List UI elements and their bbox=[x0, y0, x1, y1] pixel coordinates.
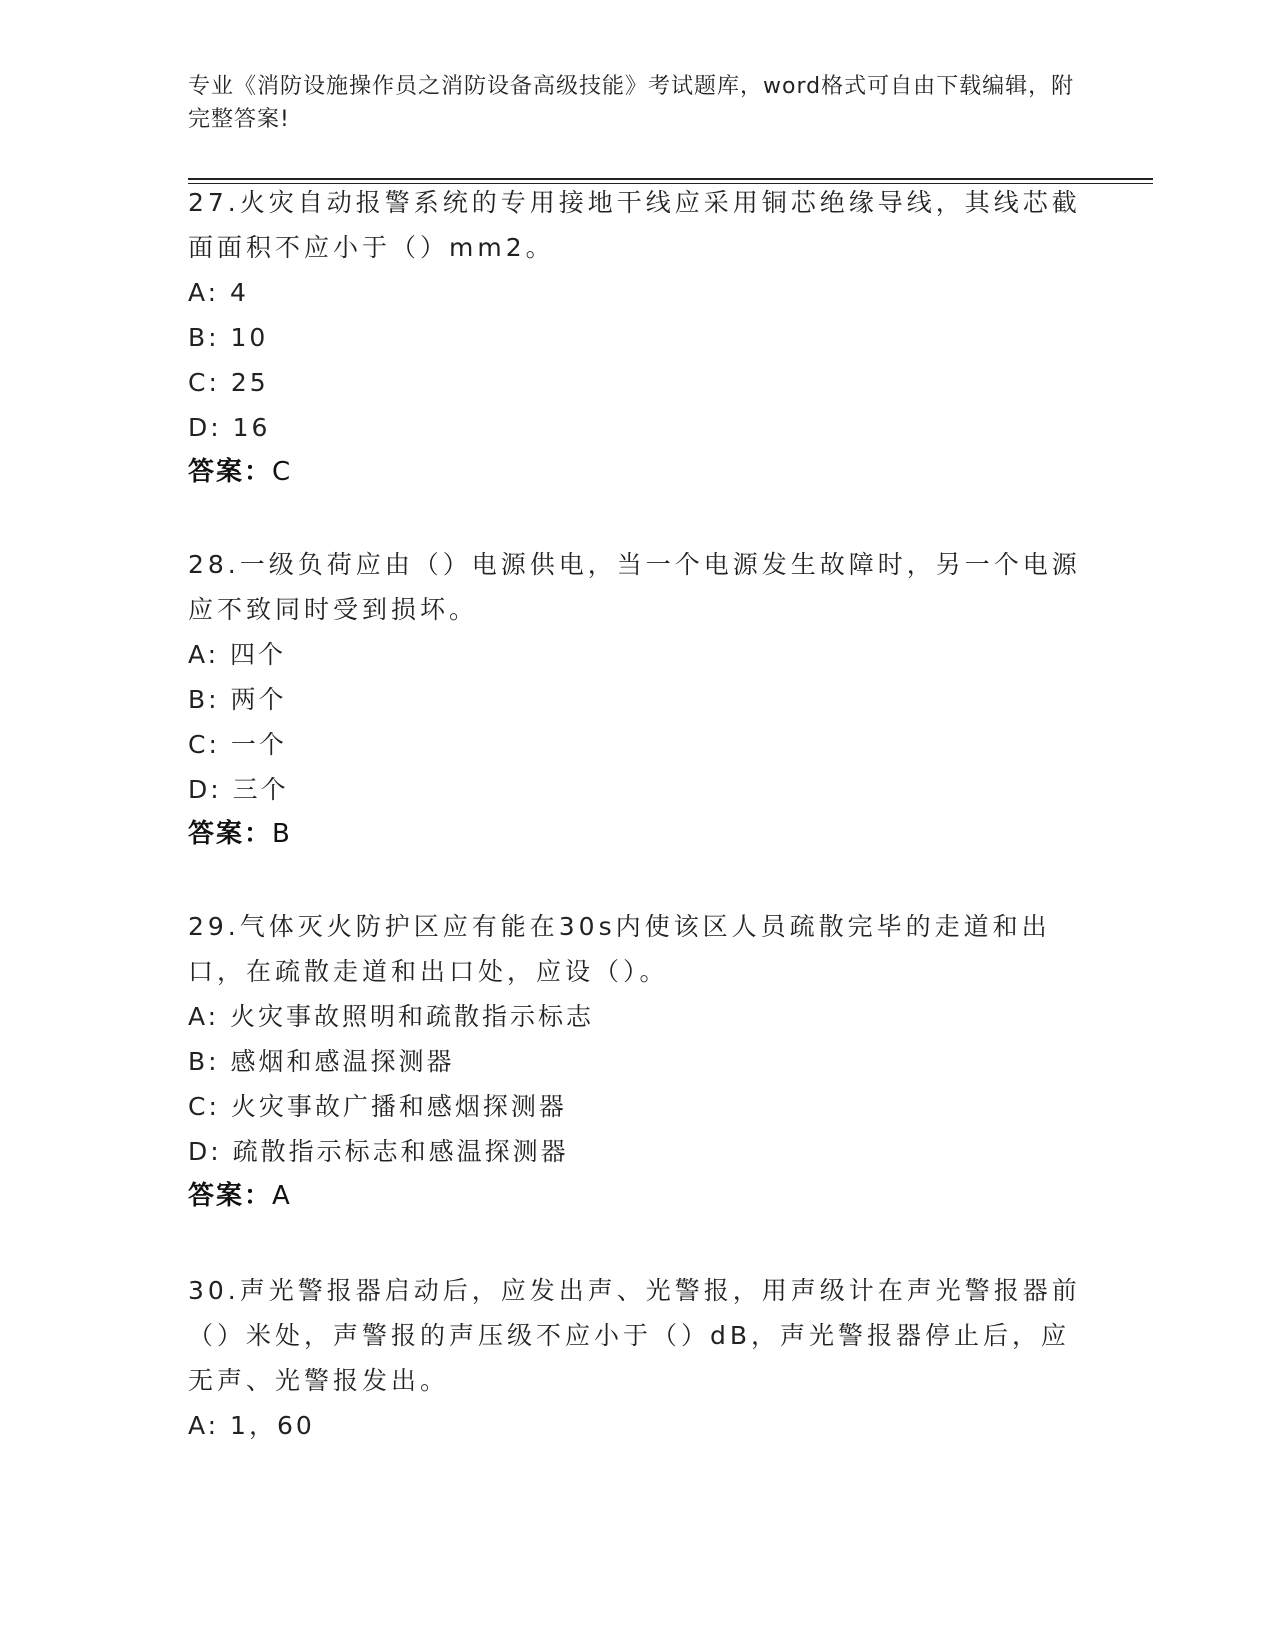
answer-line bbox=[188, 812, 1088, 857]
option-a: A: 4 bbox=[188, 278, 249, 307]
question-stem: 28.一级负荷应由（）电源供电，当一个电源发生故障时，另一个电源应不致同时受到损坏。 bbox=[188, 550, 1081, 624]
question-stem: 30.声光警报器启动后，应发出声、光警报，用声级计在声光警报器前（）米处，声警报的声压级不应小于（）dB，声光警报器停止后，应无声、光警报发出。 bbox=[188, 1276, 1081, 1395]
option-a: A: 1，60 bbox=[188, 1411, 315, 1440]
answer-label: 答案： bbox=[188, 819, 273, 849]
option-a: A: 火灾事故照明和疏散指示标志 bbox=[188, 1002, 595, 1031]
option-b: B: 两个 bbox=[188, 685, 287, 714]
option-d: D: 疏散指示标志和感温探测器 bbox=[188, 1137, 569, 1166]
option-b: B: 10 bbox=[188, 323, 269, 352]
answer-value: B bbox=[272, 819, 292, 849]
question-stem: 27.火灾自动报警系统的专用接地干线应采用铜芯绝缘导线，其线芯截面面积不应小于（）mm2。 bbox=[188, 188, 1081, 262]
option-d: D: 三个 bbox=[188, 775, 289, 804]
answer-value: A bbox=[272, 1181, 292, 1211]
answer-label: 答案： bbox=[188, 457, 273, 487]
option-b: B: 感烟和感温探测器 bbox=[188, 1047, 455, 1076]
question-27 bbox=[188, 180, 1088, 495]
answer-value: C bbox=[272, 457, 293, 487]
question-29 bbox=[188, 904, 1088, 1219]
answer-line bbox=[188, 450, 1088, 495]
document-header: 专业《消防设施操作员之消防设备高级技能》考试题库，word格式可自由下载编辑，附完整答案! bbox=[188, 74, 1075, 132]
answer-line bbox=[188, 1174, 1088, 1219]
option-a: A: 四个 bbox=[188, 640, 287, 669]
question-30 bbox=[188, 1268, 1088, 1448]
option-c: C: 25 bbox=[188, 368, 269, 397]
option-d: D: 16 bbox=[188, 413, 271, 442]
question-28 bbox=[188, 542, 1088, 857]
option-c: C: 一个 bbox=[188, 730, 287, 759]
question-stem: 29.气体灭火防护区应有能在30s内使该区人员疏散完毕的走道和出口，在疏散走道和出口处，应设（）。 bbox=[188, 912, 1051, 986]
answer-label: 答案： bbox=[188, 1181, 273, 1211]
option-c: C: 火灾事故广播和感烟探测器 bbox=[188, 1092, 567, 1121]
